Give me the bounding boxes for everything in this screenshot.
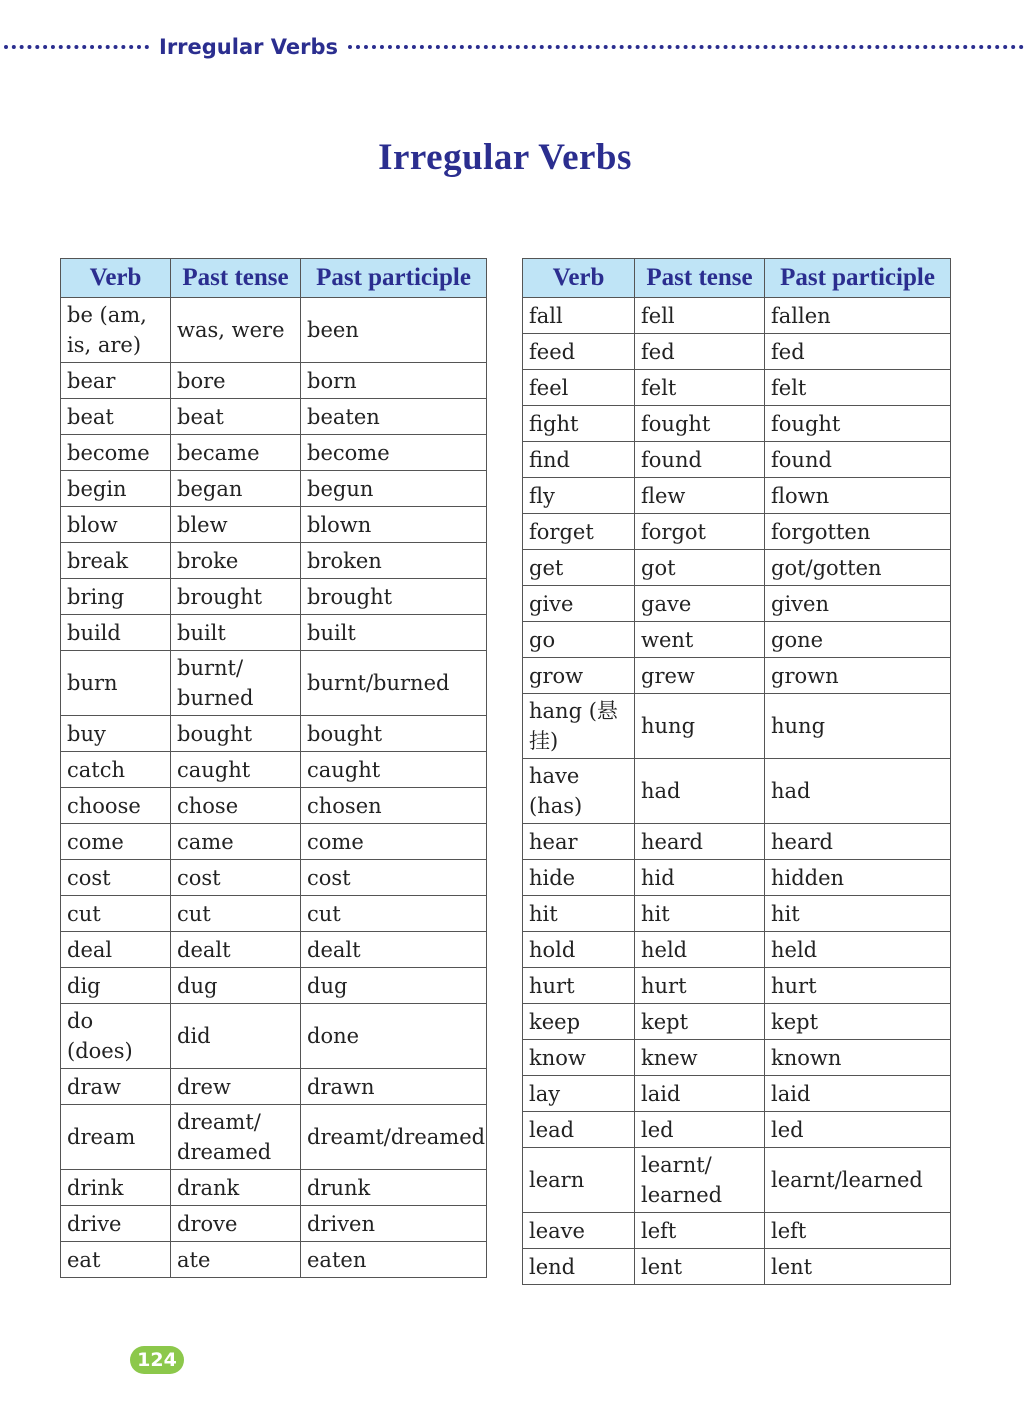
past-tense-cell: came — [171, 824, 301, 860]
past-participle-cell: caught — [301, 752, 487, 788]
past-participle-cell: hidden — [765, 860, 951, 896]
past-participle-cell: bought — [301, 716, 487, 752]
past-participle-cell: dreamt/dreamed — [301, 1105, 487, 1170]
verb-cell: hide — [523, 860, 635, 896]
table-header-row — [523, 259, 951, 298]
past-participle-cell: kept — [765, 1004, 951, 1040]
table-row — [523, 1213, 951, 1249]
verb-cell: cost — [61, 860, 171, 896]
past-participle-cell: come — [301, 824, 487, 860]
past-participle-cell: cut — [301, 896, 487, 932]
past-tense-cell: left — [635, 1213, 765, 1249]
verb-cell: deal — [61, 932, 171, 968]
past-participle-cell: brought — [301, 579, 487, 615]
table-row — [61, 651, 487, 716]
header-dots-right — [348, 45, 1024, 49]
past-participle-cell: become — [301, 435, 487, 471]
past-tense-cell: fell — [635, 298, 765, 334]
verb-cell: choose — [61, 788, 171, 824]
table-row — [523, 370, 951, 406]
past-tense-cell: cost — [171, 860, 301, 896]
table-row — [523, 442, 951, 478]
col-header-past-participle: Past participle — [301, 259, 487, 298]
past-participle-cell: found — [765, 442, 951, 478]
verb-cell: do (does) — [61, 1004, 171, 1069]
verb-table-left-body — [61, 298, 487, 1278]
past-participle-cell: fought — [765, 406, 951, 442]
verb-cell: build — [61, 615, 171, 651]
col-header-past-participle: Past participle — [765, 259, 951, 298]
past-tense-cell: beat — [171, 399, 301, 435]
col-header-past-tense: Past tense — [635, 259, 765, 298]
table-row — [523, 860, 951, 896]
table-row — [61, 1206, 487, 1242]
table-header-row — [61, 259, 487, 298]
verb-cell: blow — [61, 507, 171, 543]
verb-cell: learn — [523, 1148, 635, 1213]
past-participle-cell: been — [301, 298, 487, 363]
past-tense-cell: fought — [635, 406, 765, 442]
verb-table-right — [522, 258, 951, 1285]
past-participle-cell: had — [765, 759, 951, 824]
table-row — [61, 860, 487, 896]
verb-cell: give — [523, 586, 635, 622]
verb-cell: hit — [523, 896, 635, 932]
past-tense-cell: felt — [635, 370, 765, 406]
past-tense-cell: knew — [635, 1040, 765, 1076]
table-row — [523, 298, 951, 334]
verb-cell: drive — [61, 1206, 171, 1242]
verb-cell: feed — [523, 334, 635, 370]
table-row — [61, 896, 487, 932]
past-participle-cell: lent — [765, 1249, 951, 1285]
verb-cell: grow — [523, 658, 635, 694]
table-row — [523, 406, 951, 442]
past-tense-cell: dealt — [171, 932, 301, 968]
verb-cell: beat — [61, 399, 171, 435]
past-participle-cell: learnt/learned — [765, 1148, 951, 1213]
table-row — [523, 1249, 951, 1285]
past-participle-cell: built — [301, 615, 487, 651]
past-participle-cell: fallen — [765, 298, 951, 334]
table-row — [523, 586, 951, 622]
verb-cell: lead — [523, 1112, 635, 1148]
table-row — [61, 1170, 487, 1206]
table-row — [523, 478, 951, 514]
past-participle-cell: done — [301, 1004, 487, 1069]
table-row — [523, 896, 951, 932]
table-row — [61, 788, 487, 824]
past-participle-cell: drawn — [301, 1069, 487, 1105]
past-participle-cell: eaten — [301, 1242, 487, 1278]
past-tense-cell: ate — [171, 1242, 301, 1278]
past-tense-cell: held — [635, 932, 765, 968]
table-row — [523, 550, 951, 586]
past-participle-cell: begun — [301, 471, 487, 507]
past-tense-cell: blew — [171, 507, 301, 543]
verb-cell: catch — [61, 752, 171, 788]
verb-cell: draw — [61, 1069, 171, 1105]
table-row — [61, 298, 487, 363]
past-tense-cell: drew — [171, 1069, 301, 1105]
table-row — [523, 334, 951, 370]
table-row — [61, 1004, 487, 1069]
past-tense-cell: forgot — [635, 514, 765, 550]
col-header-past-tense: Past tense — [171, 259, 301, 298]
past-participle-cell: laid — [765, 1076, 951, 1112]
verb-cell: become — [61, 435, 171, 471]
table-row — [523, 1112, 951, 1148]
past-tense-cell: had — [635, 759, 765, 824]
table-row — [61, 399, 487, 435]
verb-cell: lay — [523, 1076, 635, 1112]
past-participle-cell: heard — [765, 824, 951, 860]
table-row — [61, 1069, 487, 1105]
past-tense-cell: chose — [171, 788, 301, 824]
verb-cell: dream — [61, 1105, 171, 1170]
table-row — [523, 968, 951, 1004]
past-tense-cell: flew — [635, 478, 765, 514]
table-row — [523, 759, 951, 824]
past-participle-cell: hurt — [765, 968, 951, 1004]
col-header-verb: Verb — [523, 259, 635, 298]
table-row — [523, 1148, 951, 1213]
past-tense-cell: learnt/ learned — [635, 1148, 765, 1213]
past-tense-cell: got — [635, 550, 765, 586]
table-row — [523, 1040, 951, 1076]
past-tense-cell: dug — [171, 968, 301, 1004]
table-row — [523, 658, 951, 694]
past-tense-cell: fed — [635, 334, 765, 370]
past-tense-cell: hurt — [635, 968, 765, 1004]
verb-cell: forget — [523, 514, 635, 550]
table-row — [61, 932, 487, 968]
past-participle-cell: dug — [301, 968, 487, 1004]
past-participle-cell: left — [765, 1213, 951, 1249]
past-tense-cell: gave — [635, 586, 765, 622]
past-tense-cell: laid — [635, 1076, 765, 1112]
past-participle-cell: given — [765, 586, 951, 622]
past-tense-cell: broke — [171, 543, 301, 579]
verb-cell: drink — [61, 1170, 171, 1206]
verb-cell: have (has) — [523, 759, 635, 824]
verb-cell: know — [523, 1040, 635, 1076]
past-tense-cell: was, were — [171, 298, 301, 363]
past-participle-cell: blown — [301, 507, 487, 543]
verb-cell: cut — [61, 896, 171, 932]
past-tense-cell: grew — [635, 658, 765, 694]
past-participle-cell: known — [765, 1040, 951, 1076]
verb-cell: hold — [523, 932, 635, 968]
past-tense-cell: cut — [171, 896, 301, 932]
past-participle-cell: flown — [765, 478, 951, 514]
verb-cell: lend — [523, 1249, 635, 1285]
past-tense-cell: hid — [635, 860, 765, 896]
past-participle-cell: felt — [765, 370, 951, 406]
past-tense-cell: did — [171, 1004, 301, 1069]
verb-cell: fly — [523, 478, 635, 514]
header-dots-left — [4, 45, 149, 49]
table-row — [61, 824, 487, 860]
page-title: Irregular Verbs — [378, 137, 632, 178]
table-row — [61, 579, 487, 615]
past-participle-cell: led — [765, 1112, 951, 1148]
past-tense-cell: brought — [171, 579, 301, 615]
past-participle-cell: driven — [301, 1206, 487, 1242]
past-tense-cell: went — [635, 622, 765, 658]
table-row — [61, 1242, 487, 1278]
verb-cell: come — [61, 824, 171, 860]
verb-cell: dig — [61, 968, 171, 1004]
past-participle-cell: born — [301, 363, 487, 399]
verb-cell: fall — [523, 298, 635, 334]
running-header — [0, 30, 1024, 64]
past-tense-cell: hung — [635, 694, 765, 759]
table-row — [523, 622, 951, 658]
past-participle-cell: drunk — [301, 1170, 487, 1206]
table-row — [523, 694, 951, 759]
past-participle-cell: cost — [301, 860, 487, 896]
verb-cell: find — [523, 442, 635, 478]
table-row — [523, 932, 951, 968]
table-row — [61, 363, 487, 399]
verb-cell: burn — [61, 651, 171, 716]
table-row — [61, 507, 487, 543]
verb-cell: hurt — [523, 968, 635, 1004]
past-participle-cell: dealt — [301, 932, 487, 968]
table-row — [523, 1004, 951, 1040]
col-header-verb: Verb — [61, 259, 171, 298]
table-row — [523, 824, 951, 860]
past-tense-cell: lent — [635, 1249, 765, 1285]
verb-cell: get — [523, 550, 635, 586]
table-row — [61, 716, 487, 752]
verb-cell: break — [61, 543, 171, 579]
table-row — [61, 615, 487, 651]
table-row — [61, 968, 487, 1004]
verb-cell: keep — [523, 1004, 635, 1040]
table-row — [523, 1076, 951, 1112]
verb-cell: bring — [61, 579, 171, 615]
verb-cell: feel — [523, 370, 635, 406]
verb-cell: hear — [523, 824, 635, 860]
past-participle-cell: chosen — [301, 788, 487, 824]
verb-table-left — [60, 258, 487, 1278]
table-row — [61, 543, 487, 579]
past-participle-cell: fed — [765, 334, 951, 370]
page-number-badge: 124 — [130, 1346, 184, 1374]
table-row — [61, 1105, 487, 1170]
past-participle-cell: grown — [765, 658, 951, 694]
past-tense-cell: built — [171, 615, 301, 651]
past-tense-cell: heard — [635, 824, 765, 860]
past-tense-cell: found — [635, 442, 765, 478]
past-tense-cell: drove — [171, 1206, 301, 1242]
verb-cell: eat — [61, 1242, 171, 1278]
past-tense-cell: began — [171, 471, 301, 507]
past-tense-cell: burnt/ burned — [171, 651, 301, 716]
past-tense-cell: hit — [635, 896, 765, 932]
table-row — [61, 471, 487, 507]
verb-cell: go — [523, 622, 635, 658]
past-tense-cell: led — [635, 1112, 765, 1148]
past-tense-cell: kept — [635, 1004, 765, 1040]
past-participle-cell: got/gotten — [765, 550, 951, 586]
verb-table-right-body — [523, 298, 951, 1285]
past-participle-cell: hit — [765, 896, 951, 932]
past-participle-cell: burnt/burned — [301, 651, 487, 716]
verb-cell: be (am, is, are) — [61, 298, 171, 363]
verb-cell: bear — [61, 363, 171, 399]
running-header-title: Irregular Verbs — [159, 35, 339, 59]
past-tense-cell: drank — [171, 1170, 301, 1206]
past-participle-cell: hung — [765, 694, 951, 759]
past-participle-cell: beaten — [301, 399, 487, 435]
past-participle-cell: held — [765, 932, 951, 968]
verb-cell: begin — [61, 471, 171, 507]
verb-cell: fight — [523, 406, 635, 442]
table-row — [61, 752, 487, 788]
past-participle-cell: gone — [765, 622, 951, 658]
past-tense-cell: dreamt/ dreamed — [171, 1105, 301, 1170]
past-tense-cell: bought — [171, 716, 301, 752]
verb-cell: buy — [61, 716, 171, 752]
table-row — [523, 514, 951, 550]
past-tense-cell: became — [171, 435, 301, 471]
verb-cell: leave — [523, 1213, 635, 1249]
past-participle-cell: broken — [301, 543, 487, 579]
verb-cell: hang (悬挂) — [523, 694, 635, 759]
past-tense-cell: bore — [171, 363, 301, 399]
table-row — [61, 435, 487, 471]
past-tense-cell: caught — [171, 752, 301, 788]
past-participle-cell: forgotten — [765, 514, 951, 550]
